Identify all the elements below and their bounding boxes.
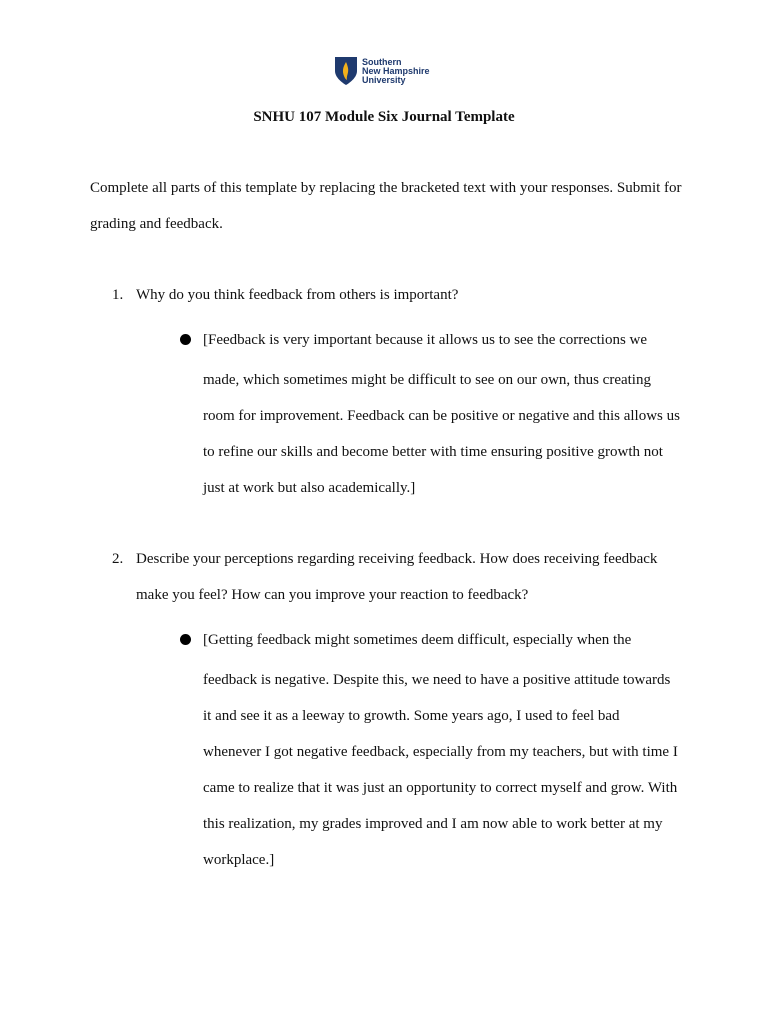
question-text: Why do you think feedback from others is important? — [136, 287, 459, 303]
answer-continuation: feedback is negative. Despite this, we need to have a positive attitude towards it and see it as a leeway to growth. Some years ago, I used to feel bad whenever I got negative feedback, especially from my teachers, but with time I came to realize that it was just an opportunity to correct myself and grow. With this realization, my grades improved and I am now able to work better at my workplace.] — [203, 672, 678, 868]
question-number: 2. — [112, 551, 124, 567]
logo-line-1: Southern — [362, 56, 402, 67]
question-number: 1. — [112, 287, 124, 303]
answer-continuation: made, which sometimes might be difficult to see on our own, thus creating room for improvement. Feedback can be positive or negative and this allows us to refine our skills and become better with time ensuring positive growth not just at work but also academically.] — [203, 372, 680, 496]
shield-icon — [334, 56, 358, 86]
logo-wordmark — [362, 58, 430, 85]
answer-first-line: [Getting feedback might sometimes deem difficult, especially when the — [203, 632, 632, 648]
logo-line-3: University — [362, 74, 406, 85]
answer-first-line: [Feedback is very important because it allows us to see the corrections we — [203, 332, 648, 348]
document-title: SNHU 107 Module Six Journal Template — [253, 109, 515, 125]
question-text: Describe your perceptions regarding receiving feedback. How does receiving feedback make you feel? How can you improve your reaction to feedback? — [136, 551, 658, 603]
snhu-logo — [334, 55, 430, 87]
bullet-icon — [180, 334, 191, 345]
bullet-icon — [180, 634, 191, 645]
intro-paragraph: Complete all parts of this template by replacing the bracketed text with your responses. Submit for grading and feedback. — [90, 180, 682, 232]
logo-line-2: New Hampshire — [362, 65, 430, 76]
answer-text — [203, 322, 681, 506]
answer-text — [203, 622, 681, 878]
